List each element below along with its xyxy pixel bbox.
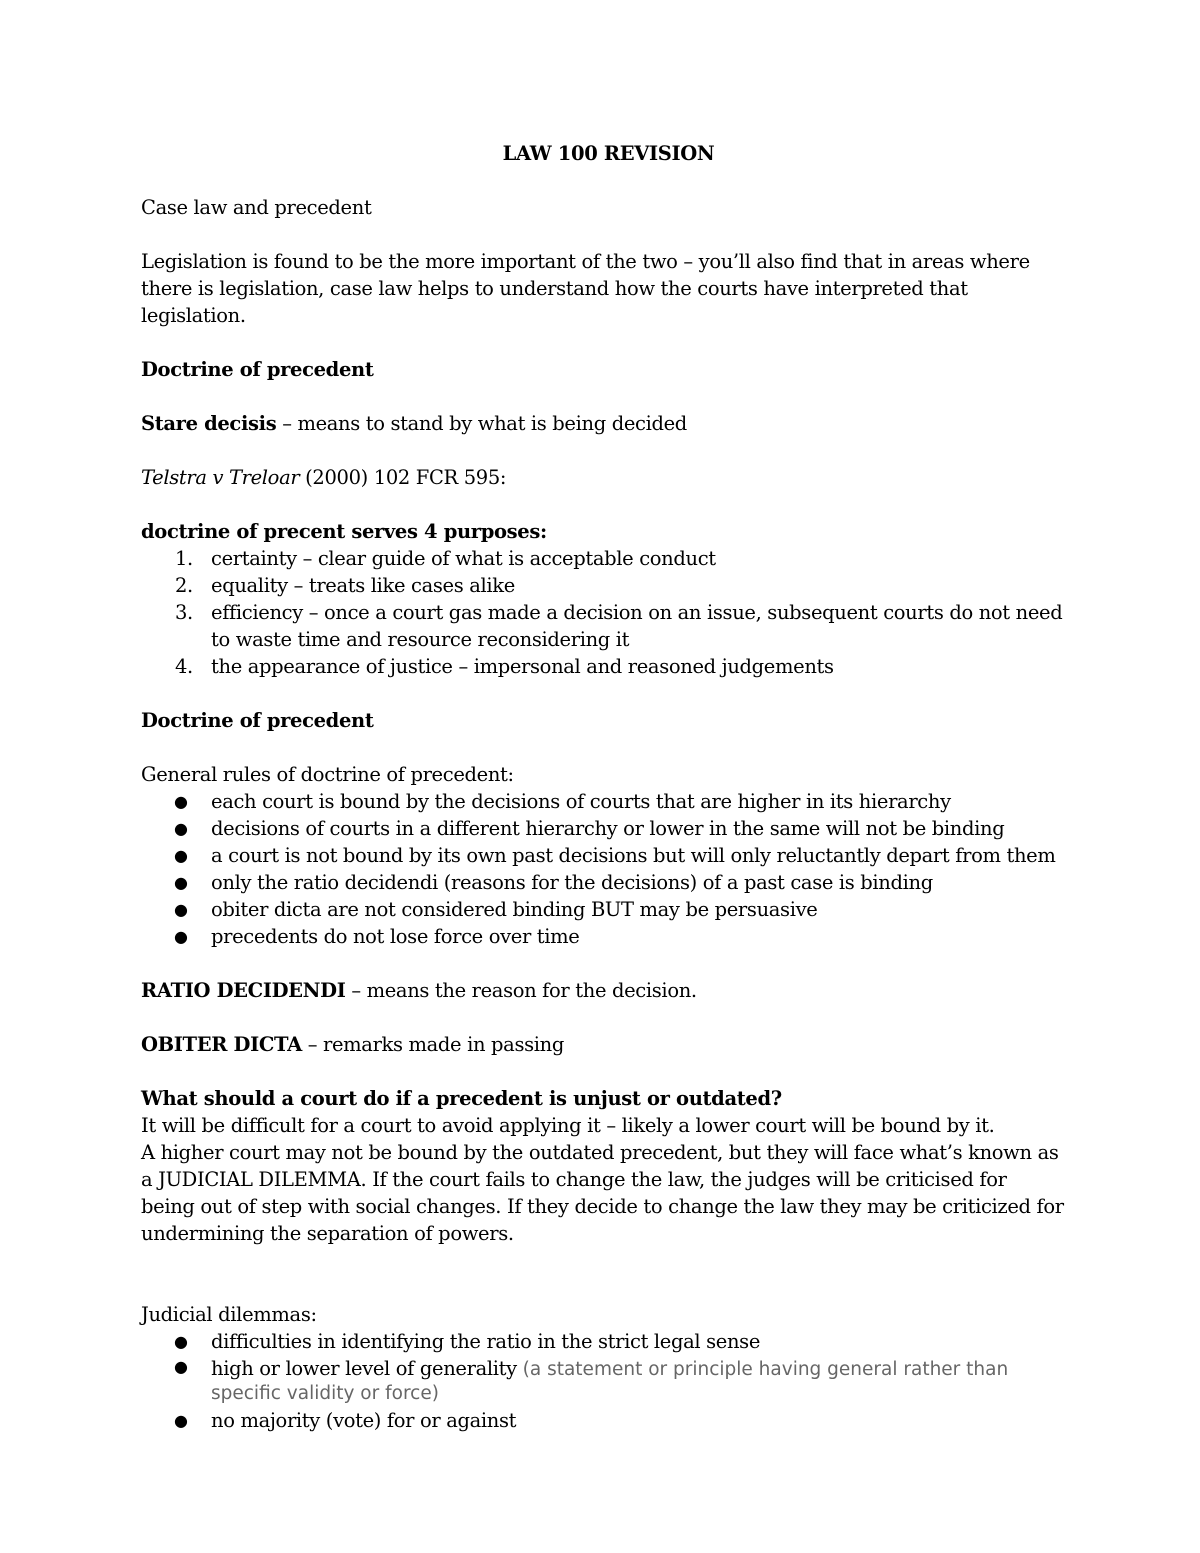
bullet-icon: ● <box>174 846 188 865</box>
dilemmas-list <box>141 1328 1066 1434</box>
bullet-icon: ● <box>174 900 188 919</box>
bullet-icon: ● <box>174 819 188 838</box>
stare-decisis-term: Stare decisis <box>141 412 277 435</box>
list-item: ● each court is bound by the decisions of courts that are higher in its hierarchy <box>174 790 951 813</box>
bullet-icon: ● <box>174 792 188 811</box>
question-line-1: It will be difficult for a court to avoid applying it – likely a lower court will be bound by it. <box>141 1114 995 1137</box>
list-item: ● difficulties in identifying the ratio in the strict legal sense <box>174 1330 761 1353</box>
list-item: ● precedents do not lose force over time <box>174 925 580 948</box>
bullet-icon: ● <box>174 1332 188 1351</box>
purposes-list <box>141 545 1066 680</box>
list-item: ● obiter dicta are not considered binding BUT may be persuasive <box>174 898 818 921</box>
intro-paragraph: Legislation is found to be the more important of the two – you’ll also find that in areas where there is legislation, case law helps to understand how the courts have interpreted that legislation. <box>141 250 1030 327</box>
list-item: ● decisions of courts in a different hierarchy or lower in the same will not be binding <box>174 817 1005 840</box>
list-item: 2. equality – treats like cases alike <box>175 574 515 597</box>
obiter-term: OBITER DICTA <box>141 1033 302 1056</box>
stare-decisis-def: – means to stand by what is being decided <box>276 412 687 435</box>
question-heading: What should a court do if a precedent is unjust or outdated? <box>141 1087 782 1110</box>
ratio-def: – means the reason for the decision. <box>345 979 697 1002</box>
dilemmas-intro: Judicial dilemmas: <box>141 1303 317 1326</box>
list-item: ● no majority (vote) for or against <box>174 1409 517 1432</box>
purposes-heading: doctrine of precent serves 4 purposes: <box>141 520 547 543</box>
list-item: 1. certainty – clear guide of what is acceptable conduct <box>175 547 716 570</box>
ratio-line <box>141 977 1066 1004</box>
obiter-def: – remarks made in passing <box>301 1033 564 1056</box>
list-item: 3. efficiency – once a court gas made a decision on an issue, subsequent courts do not need to waste time and resource reconsidering it <box>175 601 1063 651</box>
ratio-term: RATIO DECIDENDI <box>141 979 346 1002</box>
list-item: ● high or lower level of generality (a statement or principle having general rather than specific validity or force) <box>174 1357 1009 1404</box>
question-paragraph: A higher court may not be bound by the outdated precedent, but they will face what’s known as a JUDICIAL DILEMMA. If the court fails to change the law, the judges will be criticised for being out of step with social changes. If they decide to change the law they may be criticized for undermining the separation of powers. <box>141 1141 1064 1245</box>
heading-doctrine-2: Doctrine of precedent <box>141 709 374 732</box>
rules-list <box>141 788 1066 950</box>
list-item: 4. the appearance of justice – impersonal and reasoned judgements <box>175 655 834 678</box>
case-cite: (2000) 102 FCR 595: <box>299 466 507 489</box>
section-subtitle: Case law and precedent <box>141 196 372 219</box>
page-title: LAW 100 REVISION <box>502 142 715 165</box>
list-item: ● a court is not bound by its own past decisions but will only reluctantly depart from them <box>174 844 1056 867</box>
list-item: ● only the ratio decidendi (reasons for the decisions) of a past case is binding <box>174 871 933 894</box>
case-citation <box>141 464 1066 491</box>
obiter-line <box>141 1031 1066 1058</box>
bullet-icon: ● <box>174 873 188 892</box>
document-body <box>141 140 1066 1434</box>
bullet-icon: ● <box>174 927 188 946</box>
bullet-icon: ● <box>174 1357 188 1376</box>
case-name: Telstra v Treloar <box>141 466 300 489</box>
bullet-icon: ● <box>174 1411 188 1430</box>
heading-doctrine-1: Doctrine of precedent <box>141 358 374 381</box>
stare-decisis-line <box>141 410 1066 437</box>
generality-note: (a statement or principle having general rather than specific validity or force) <box>211 1359 1009 1404</box>
rules-intro: General rules of doctrine of precedent: <box>141 763 514 786</box>
